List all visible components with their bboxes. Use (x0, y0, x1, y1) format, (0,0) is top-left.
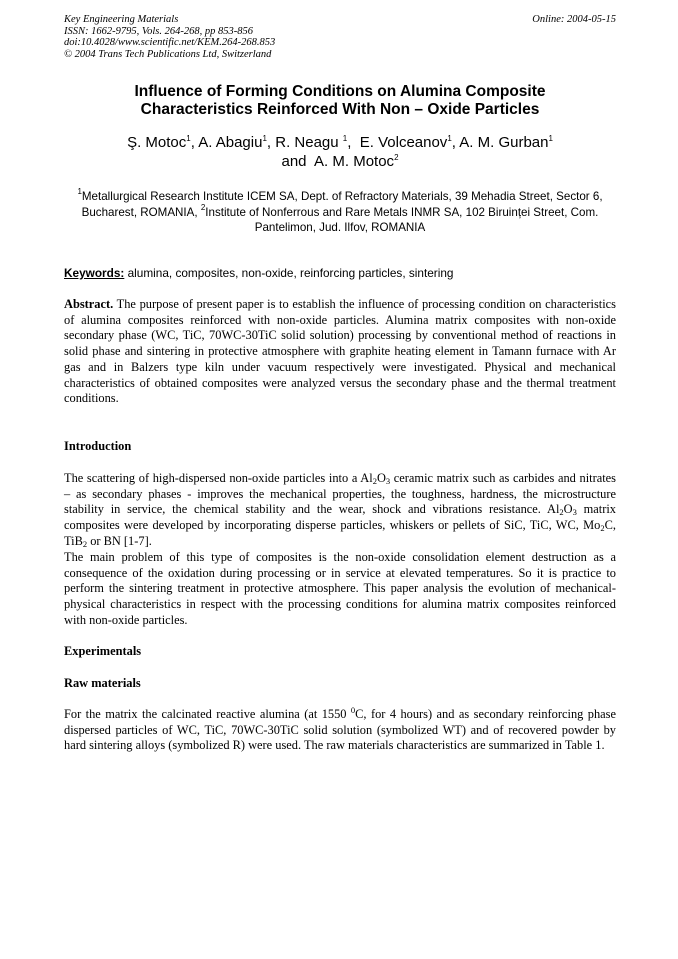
affiliation-2: Institute of Nonferrous and Rare Metals INMR SA, 102 Biruinței Street, Com. Pantelimon, Jud. Ilfov, ROMANIA (205, 205, 599, 234)
affiliations: $^1$Metallurgical Research Institute ICEM SA, Dept. of Refractory Materials, 39 Mehadia Street, Sector 6, Bucharest, ROMANIA, $^2$Institute of Nonferrous and Rare Metals INMR SA, 102 Biruinței Street, Com. Pantelimon, Jud. Ilfov, ROMANIA (77, 187, 603, 234)
journal-header (64, 14, 616, 60)
author: R. Neagu (275, 134, 339, 151)
author: A. Abagiu (198, 134, 263, 151)
issn-line: ISSN: 1662-9795, Vols. 264-268, pp 853-856 (64, 25, 253, 37)
raw-materials-paragraph: For the matrix the calcinated reactive alumina (at 1550 $^0$C, for 4 hours) and as secondary reinforcing phase dispersed particles of WC, TiC, 70WC-30TiC solid solution (symbolized WT) and of recovered powder by hard sintering alloys (symbolized R) were used. The raw materials characteristics are summarized in Table 1. (64, 705, 616, 753)
title-line-2: Characteristics Reinforced With Non – Oxide Particles (140, 101, 540, 118)
keywords (64, 266, 616, 281)
online-date: Online: 2004-05-15 (532, 14, 616, 25)
keywords-label: Keywords: (64, 266, 125, 280)
author: E. Volceanov (359, 134, 448, 151)
abstract-text: The purpose of present paper is to establish the influence of processing condition on characteristics of alumina composites reinforced with non-oxide particles. Alumina matrix composites with non-oxide secondary phase (WC, TiC, 70WC-30TiC solid solution) processing by conventional method of reactions in solid phase and sintering in protective atmosphere with graphite heating element in Tamann furnace with Ar gas and in Balzers type kiln under vacuum respectively were investigated. Physical and mechanical characteristics of obtained composites were analyzed versus the secondary phase and the thermal treatment conditions. (64, 297, 617, 406)
author: A. M. Motoc (314, 153, 395, 170)
author-and: and (281, 153, 307, 170)
experimentals-heading: Experimentals (64, 644, 142, 658)
doi-line: doi:10.4028/www.scientific.net/KEM.264-268.853 (64, 37, 276, 49)
title-line-1: Influence of Forming Conditions on Alumina Composite (134, 83, 546, 100)
paper-title (64, 83, 616, 119)
affiliation-1: Metallurgical Research Institute ICEM SA, Dept. of Refractory Materials, 39 Mehadia Street, Sector 6, Bucharest, ROMANIA, (81, 190, 603, 219)
author: A. M. Gurban (459, 134, 549, 151)
copyright-line: © 2004 Trans Tech Publications Ltd, Switzerland (64, 48, 272, 60)
abstract (64, 297, 616, 407)
abstract-label: Abstract. (64, 297, 114, 311)
author-list: Ş. Motoc$^1$, A. Abagiu$^1$, R. Neagu $^1$, E. Volceanov$^1$, A. M. Gurban$^1$ and A. M. Motoc$^2$ (127, 134, 553, 170)
introduction-paragraph-1: The scattering of high-dispersed non-oxide particles into a $Al_2O_3$ ceramic matrix such as carbides and nitrates – as secondary phases - improves the mechanical properties, the toughness, hardness, the microstructure stability in service, the chemical stability and the wear, shock and vibrations resistance. $Al_2O_3$ matrix composites were developed by incorporating disperse particles, whiskers or pellets of SiC, TiC, WC, $Mo_2C$, TiB$_2$ or BN [1-7]. (64, 471, 616, 549)
introduction-heading: Introduction (64, 439, 132, 453)
journal-name: Key Engineering Materials (64, 14, 179, 25)
introduction-paragraph-2: The main problem of this type of composites is the non-oxide consolidation element destruction as a consequence of the oxidation during processing or in service at elevated temperatures. So it is practice to perform the sintering treatment in protective atmosphere. This paper analysis the evolution of mechanical-physical characteristics in respect with the processing conditions for alumina matrix composites reinforced with non-oxide particles. (64, 550, 616, 627)
keywords-text: alumina, composites, non-oxide, reinforcing particles, sintering (127, 266, 454, 280)
raw-materials-heading: Raw materials (64, 676, 141, 690)
author: Ş. Motoc (127, 134, 187, 151)
